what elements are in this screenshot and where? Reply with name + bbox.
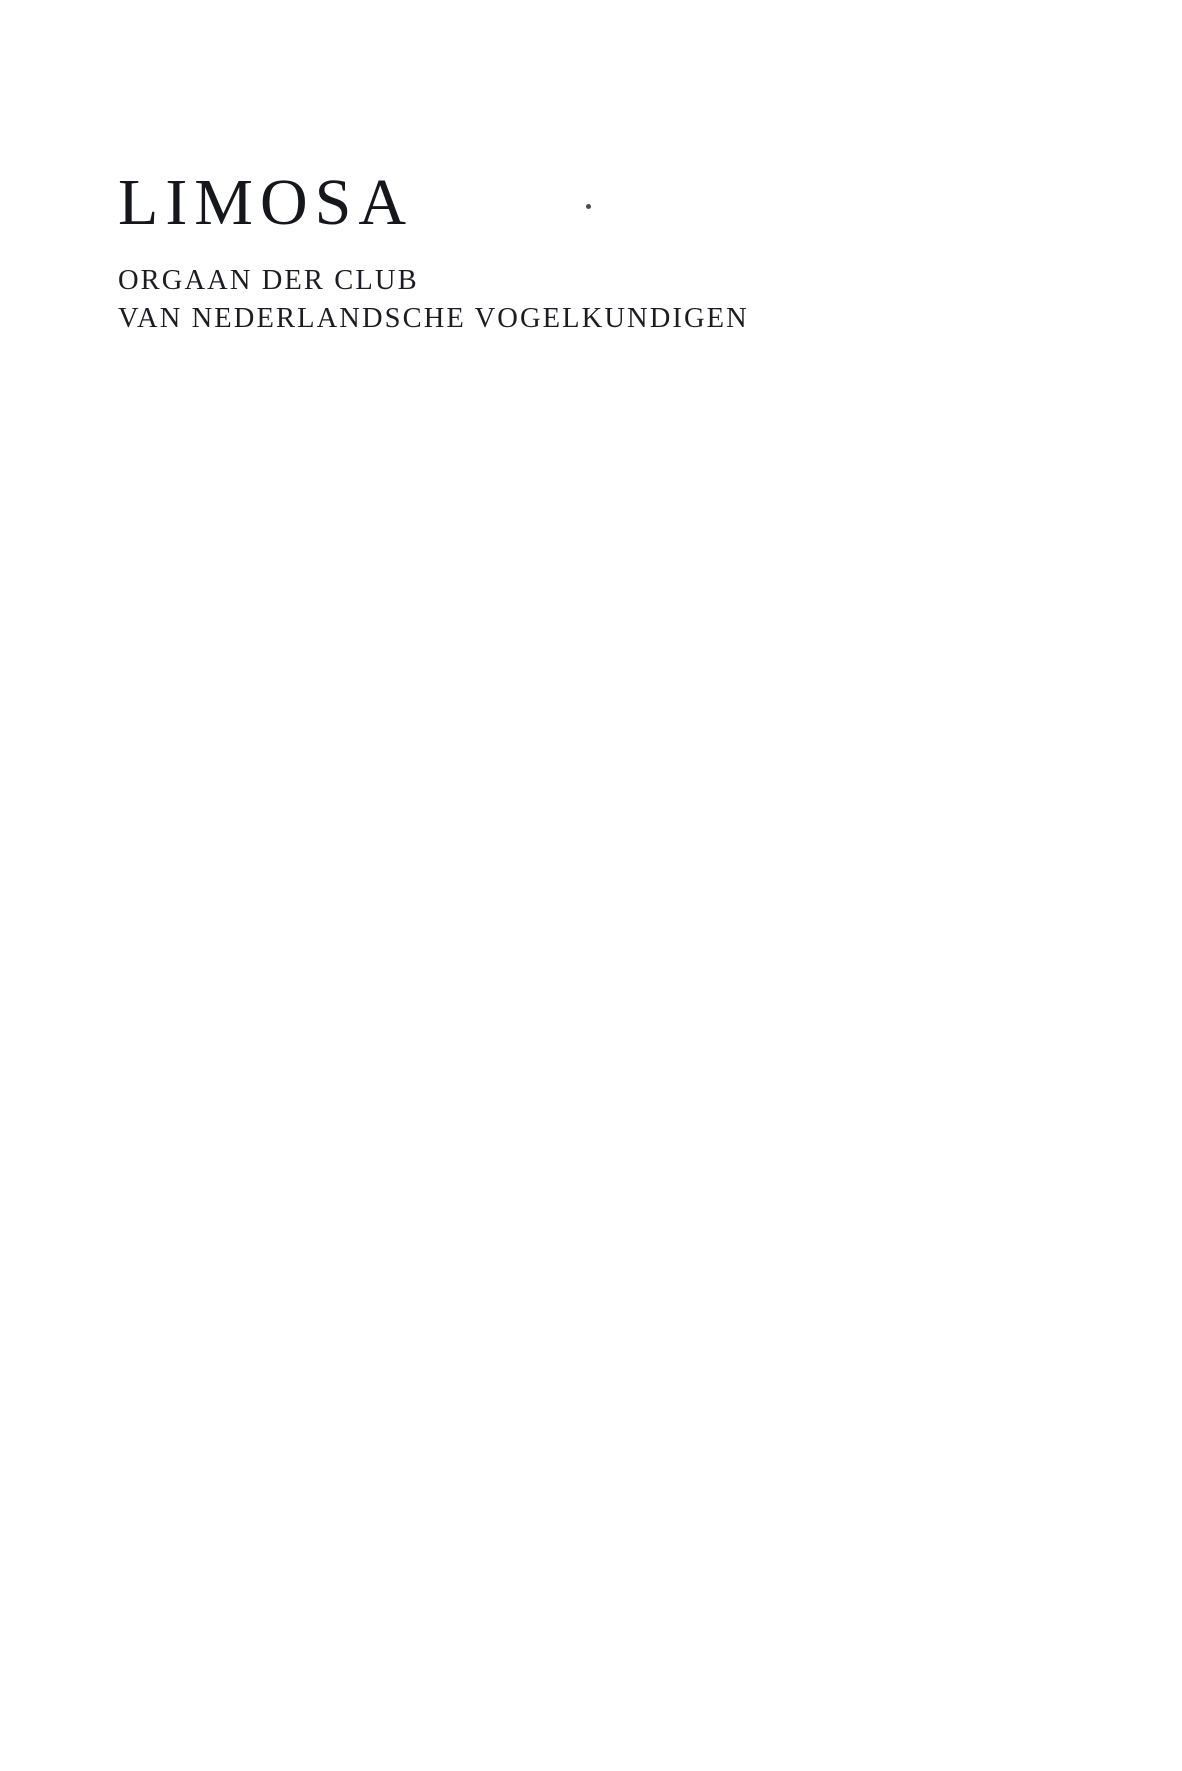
page-body-blank-area — [118, 380, 1072, 1681]
masthead — [118, 166, 1018, 337]
subtitle-line-1: ORGAAN DER CLUB — [118, 265, 419, 296]
subtitle-line-2: VAN NEDERLANDSCHE VOGELKUNDIGEN — [118, 302, 749, 334]
ink-speck-mark — [586, 204, 591, 209]
journal-title: LIMOSA — [118, 166, 414, 239]
journal-subtitle — [118, 262, 1018, 337]
